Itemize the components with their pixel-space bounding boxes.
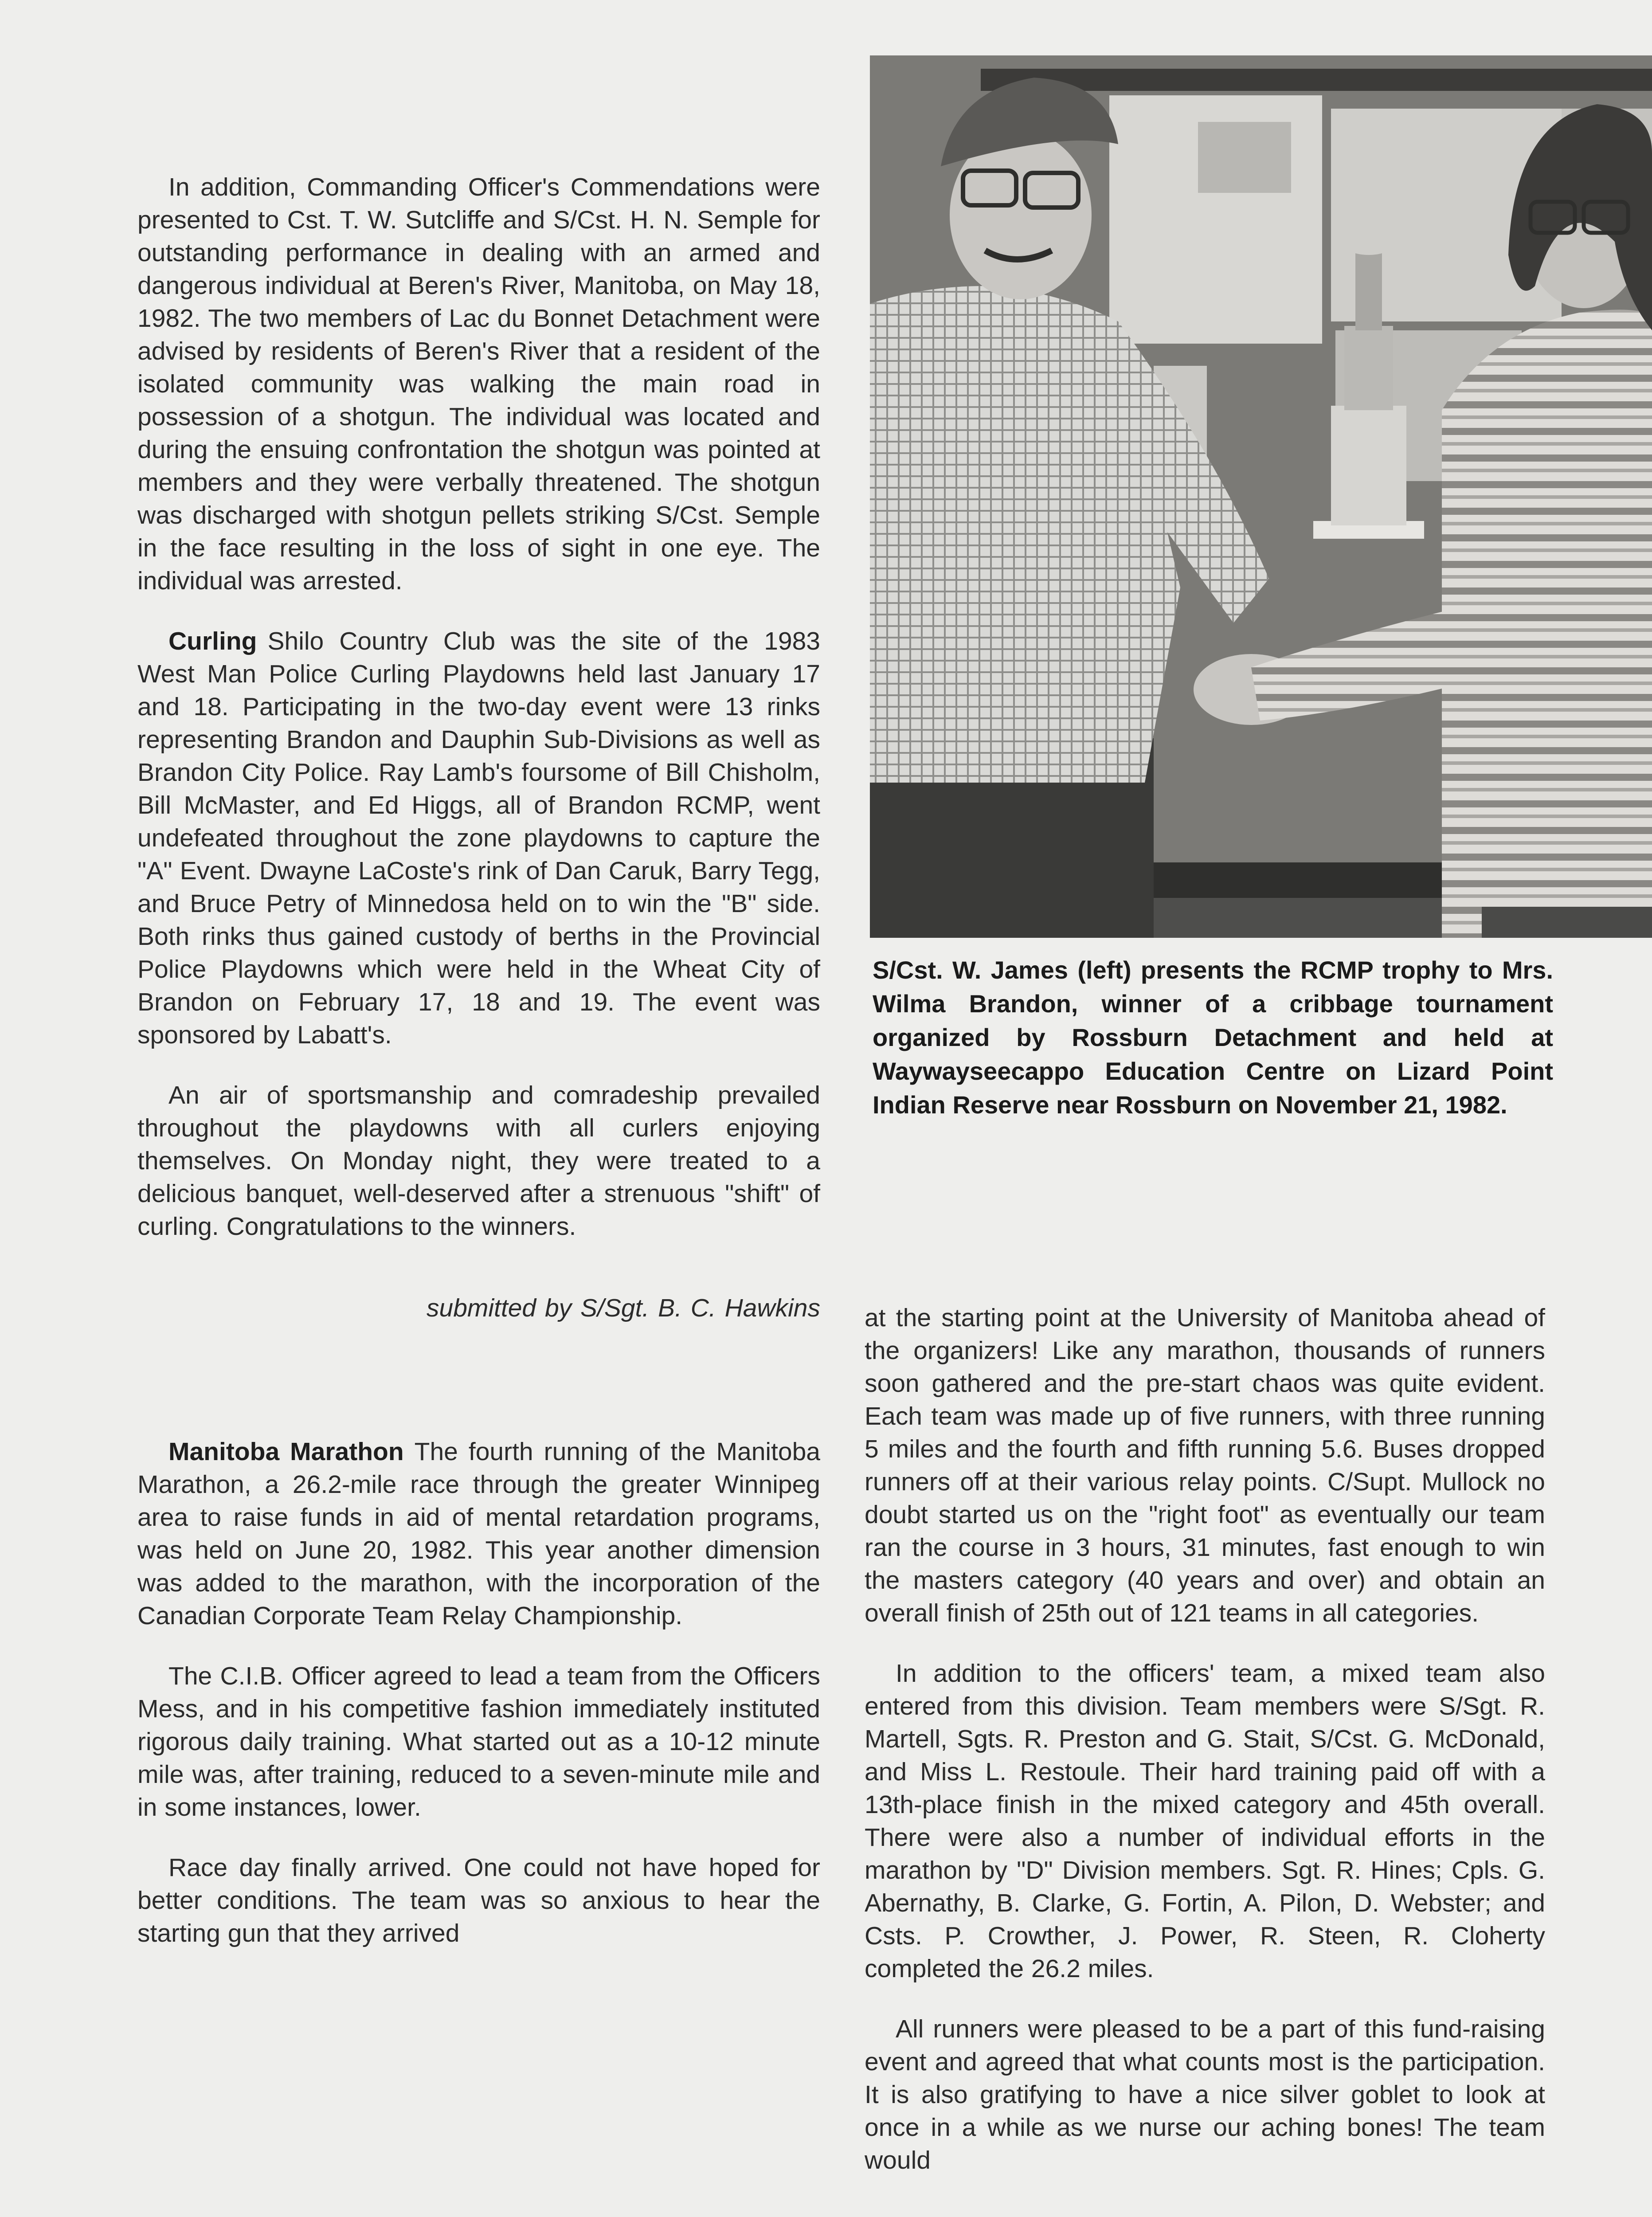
marathon-continued-paragraph: at the starting point at the University of Manitoba ahead of the organizers! Like any marathon, thousands of runners soon gathered and the pre-start chaos was quite evident. Each team was made up of five runners, with three running 5 miles and the fourth and fifth running 5.6. Buses dropped runners off at their various relay points. C/Supt. Mullock no doubt started us on the "right foot" as eventually our team ran the course in 3 hours, 31 minutes, fast enough to win the masters category (40 years and over) and obtain an overall finish of 25th out of 121 teams in all categories. — [865, 1304, 1545, 1627]
marathon-heading: Manitoba Marathon — [168, 1438, 404, 1466]
marathon-paragraph-3: Race day finally arrived. One could not have hoped for better conditions. The team was so anxious to hear the starting gun that they arrived — [137, 1853, 820, 1947]
right-column — [865, 1301, 1545, 2204]
trophy-presentation-photo — [870, 55, 1652, 938]
curling-heading: Curling — [168, 627, 257, 655]
mixed-team-paragraph: In addition to the officers' team, a mixed team also entered from this division. Team members were S/Sgt. R. Martell, Sgts. R. Preston and G. Stait, S/Cst. G. McDonald, and Miss L. Restoule. Their hard training paid off with a 13th-place finish in the mixed category and 45th overall. There were also a number of individual efforts in the marathon by "D" Division members. Sgt. R. Hines; Cpls. G. Abernathy, B. Clarke, G. Fortin, A. Pilon, D. Webster; and Csts. P. Crowther, J. Power, R. Steen, R. Cloherty completed the 26.2 miles. — [865, 1659, 1545, 1983]
marathon-paragraph — [137, 1435, 820, 1632]
curling-paragraph — [137, 625, 820, 1051]
marathon-text: The fourth running of the Manitoba Marathon, a 26.2-mile race through the greater Winnipeg area to raise funds in aid of mental retardation programs, was held on June 20, 1982. This year another dimension was added to the marathon, with the incorporation of the Canadian Corporate Team Relay Championship. — [137, 1438, 820, 1630]
commendation-paragraph: In addition, Commanding Officer's Commendations were presented to Cst. T. W. Sutcliffe and S/Cst. H. N. Semple for outstanding performance in dealing with an armed and dangerous individual at Beren's River, Manitoba, on May 18, 1982. The two members of Lac du Bonnet Detachment were advised by residents of Beren's River that a resident of the isolated community was walking the main road in possession of a shotgun. The individual was located and during the ensuing confrontation the shotgun was pointed at members and they were verbally threatened. The shotgun was discharged with shotgun pellets striking S/Cst. Semple in the face resulting in the loss of sight in one eye. The individual was arrested. — [137, 173, 820, 595]
photo-caption: S/Cst. W. James (left) presents the RCMP trophy to Mrs. Wilma Brandon, winner of a cribbage tournament organized by Rossburn Detachment and held at Waywayseecappo Education Centre on Lizard Point Indian Reserve near Rossburn on November 21, 1982. — [873, 956, 1553, 1119]
closing-paragraph: All runners were pleased to be a part of this fund-raising event and agreed that what counts most is the participation. It is also gratifying to have a nice silver goblet to look at once in a while as we nurse our aching bones! The team would — [865, 2015, 1545, 2174]
byline: submitted by S/Sgt. B. C. Hawkins — [427, 1294, 820, 1322]
marathon-paragraph-2: The C.I.B. Officer agreed to lead a team from the Officers Mess, and in his competitive fashion immediately instituted rigorous daily training. What started out as a 10-12 minute mile was, after training, reduced to a seven-minute mile and in some instances, lower. — [137, 1662, 820, 1821]
curling-paragraph-2: An air of sportsmanship and comradeship prevailed throughout the playdowns with all curlers enjoying themselves. On Monday night, they were treated to a delicious banquet, well-deserved after a strenuous "shift" of curling. Congratulations to the winners. — [137, 1081, 820, 1241]
curling-text: Shilo Country Club was the site of the 1983 West Man Police Curling Playdowns held last January 17 and 18. Participating in the two-day event were 13 rinks representing Brandon and Dauphin Sub-Divisions as well as Brandon City Police. Ray Lamb's foursome of Bill Chisholm, Bill McMaster, and Ed Higgs, all of Brandon RCMP, went undefeated throughout the zone playdowns to capture the "A" Event. Dwayne LaCoste's rink of Dan Caruk, Barry Tegg, and Bruce Petry of Minnedosa held on to win the "B" side. Both rinks thus gained custody of berths in the Provincial Police Playdowns which were held in the Wheat City of Brandon on February 17, 18 and 19. The event was sponsored by Labatt's. — [137, 627, 820, 1049]
left-column — [137, 171, 820, 1977]
